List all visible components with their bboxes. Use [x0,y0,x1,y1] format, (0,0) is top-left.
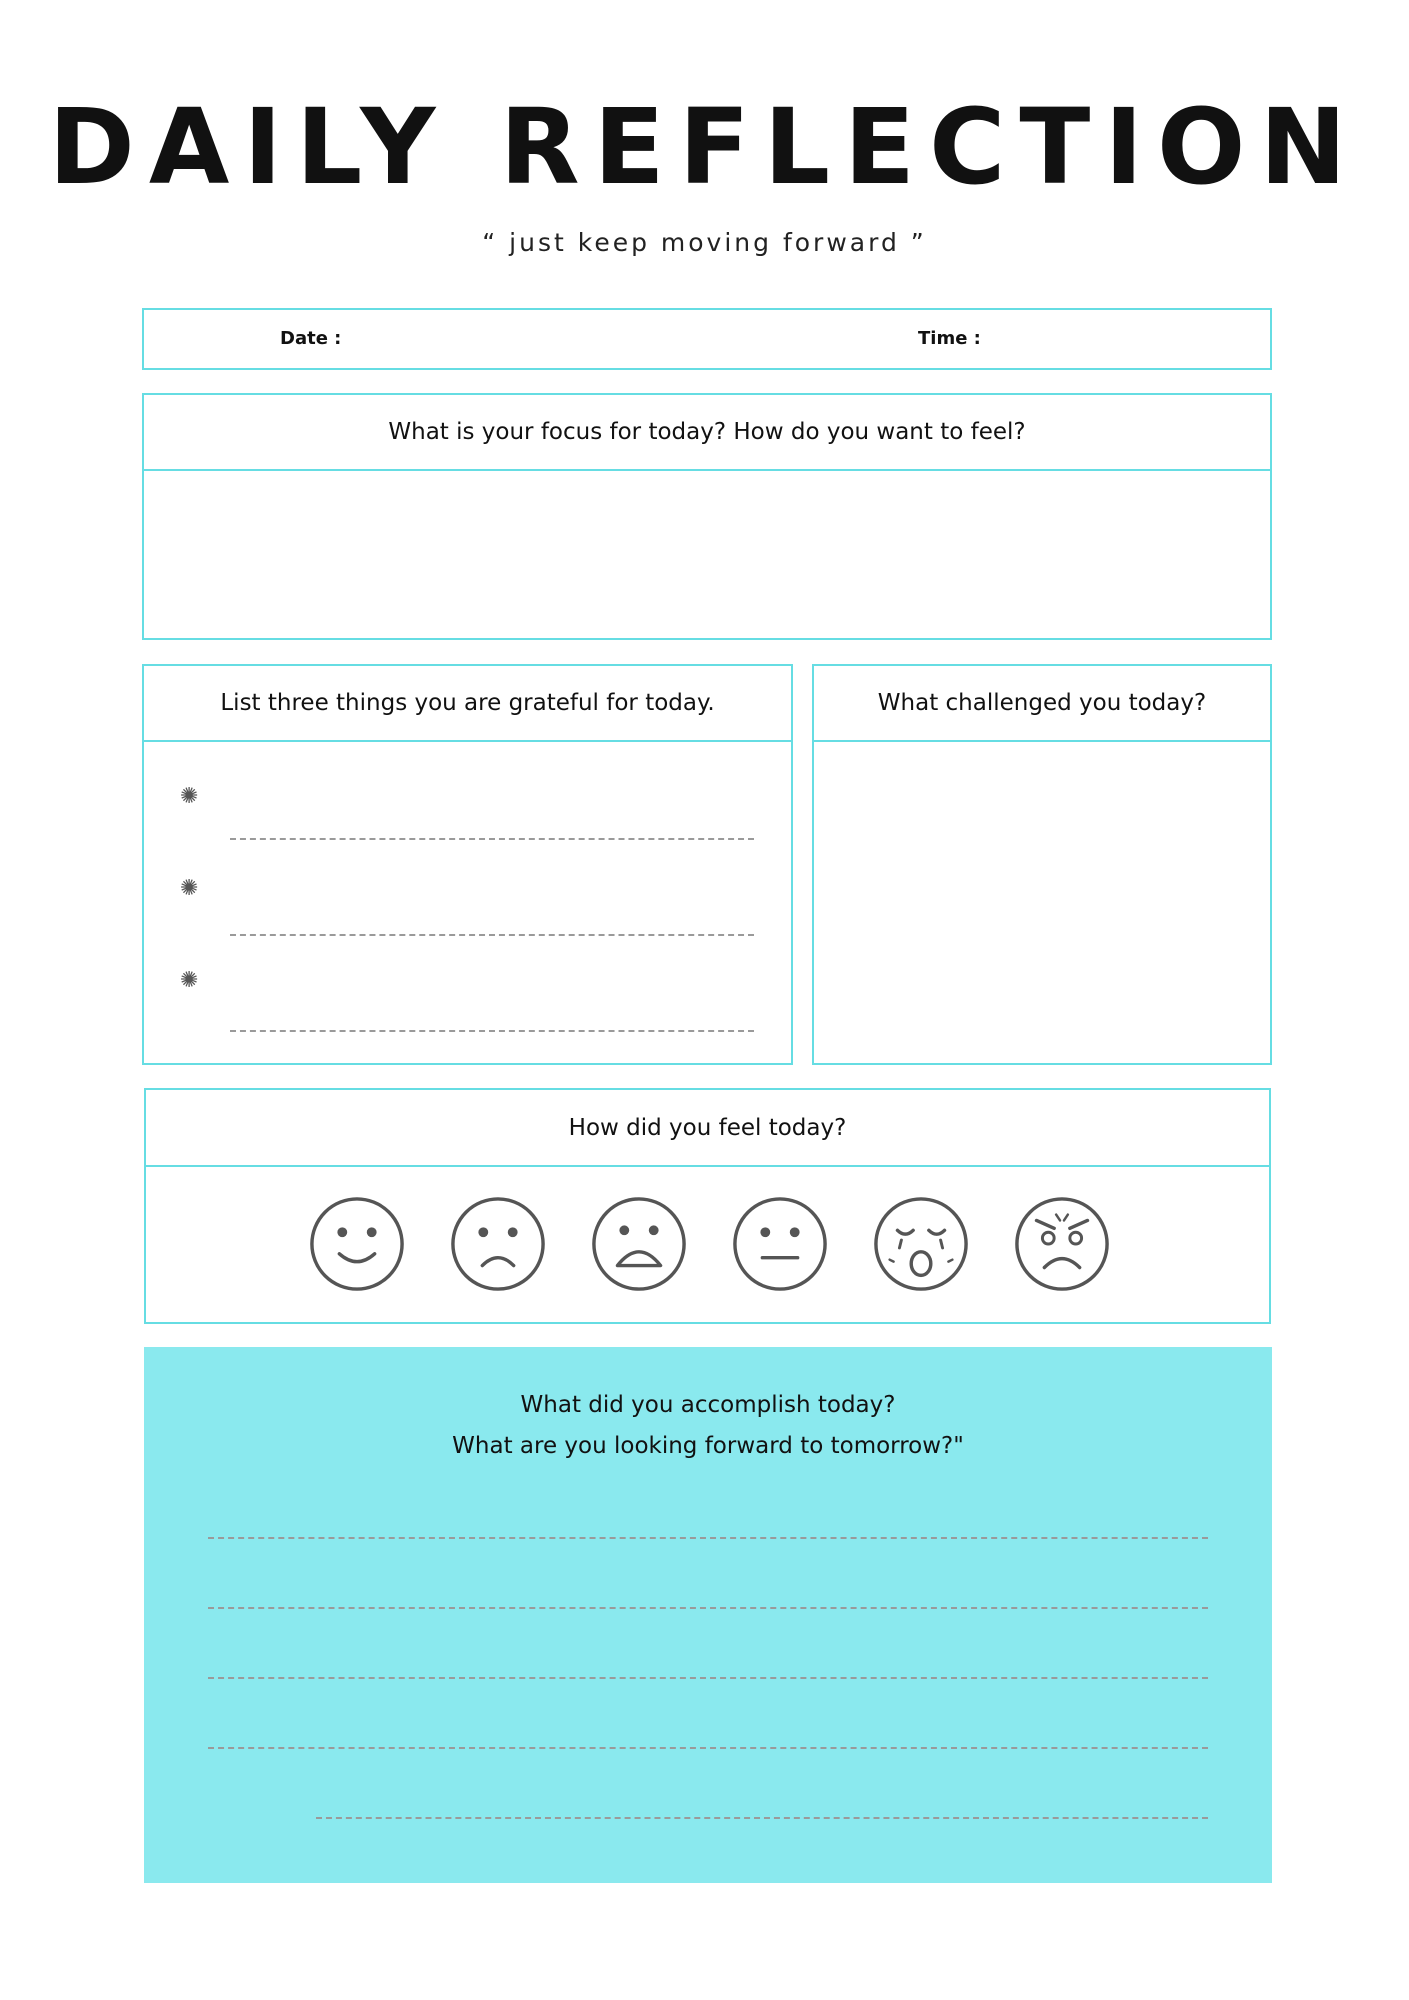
accomplish-question [144,1385,1272,1467]
answer-line-5[interactable] [316,1817,1208,1819]
accomplish-panel [144,1347,1272,1883]
answer-line-3[interactable] [208,1677,1208,1679]
sad-face-icon[interactable] [449,1195,547,1293]
crying-face-icon[interactable] [872,1195,970,1293]
asterisk-bullet-icon: ✺ [180,876,199,901]
asterisk-bullet-icon: ✺ [180,784,199,809]
grateful-box [142,664,793,1065]
time-field[interactable] [994,318,1264,362]
challenge-answer-area[interactable] [814,742,1270,1064]
grateful-line-2[interactable] [230,934,754,936]
grateful-line-1[interactable] [230,838,754,840]
time-label: Time : [918,328,981,349]
neutral-face-icon[interactable] [731,1195,829,1293]
challenge-box [812,664,1272,1065]
answer-line-1[interactable] [208,1537,1208,1539]
answer-line-4[interactable] [208,1747,1208,1749]
challenge-question: What challenged you today? [814,666,1270,742]
focus-question: What is your focus for today? How do you want to feel? [144,395,1270,471]
date-time-box [142,308,1272,370]
accomplish-question-line-2: What are you looking forward to tomorrow?" [452,1433,964,1459]
grateful-line-3[interactable] [230,1030,754,1032]
date-field[interactable] [374,318,844,362]
happy-face-icon[interactable] [308,1195,406,1293]
page-title: DAILY REFLECTION [48,86,1361,208]
asterisk-bullet-icon: ✺ [180,968,199,993]
focus-box [142,393,1272,640]
feel-question: How did you feel today? [146,1090,1269,1167]
answer-line-2[interactable] [208,1607,1208,1609]
shocked-face-icon[interactable] [590,1195,688,1293]
grateful-question: List three things you are grateful for today. [144,666,791,742]
angry-face-icon[interactable] [1013,1195,1111,1293]
accomplish-question-line-1: What did you accomplish today? [520,1392,896,1418]
feel-box [144,1088,1271,1324]
focus-answer-area[interactable] [144,471,1270,639]
date-label: Date : [280,328,342,349]
page-subtitle: “ just keep moving forward ” [482,228,927,257]
